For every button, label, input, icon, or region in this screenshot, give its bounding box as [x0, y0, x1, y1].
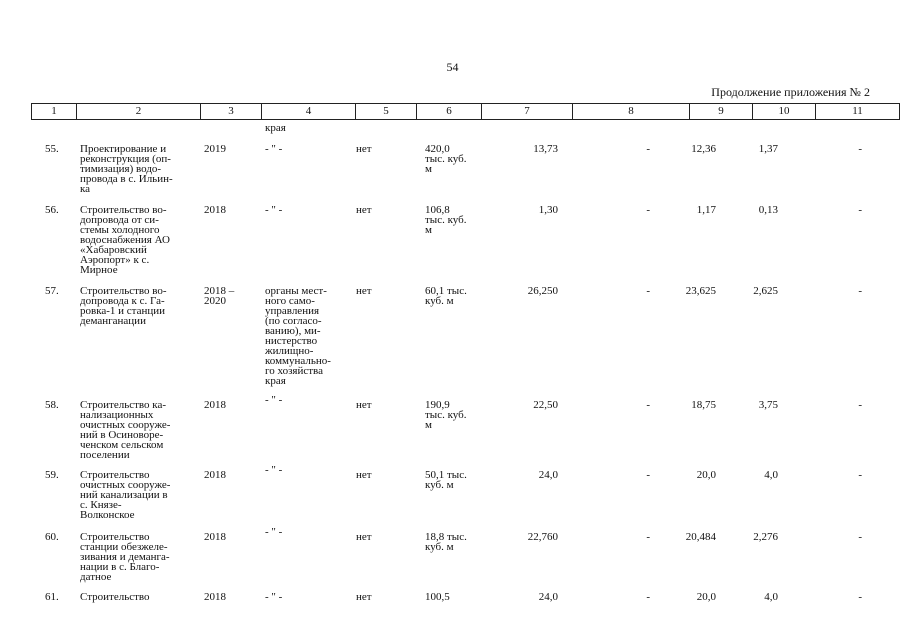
row-responsible-line: - " - — [265, 526, 283, 538]
row-responsible — [265, 527, 345, 537]
row-capacity-line: м — [425, 224, 432, 236]
row-responsible-line: нистерство — [265, 335, 318, 347]
row-col9: 23,625 — [685, 285, 716, 297]
row-number: 59. — [45, 469, 59, 481]
row-responsible — [265, 395, 345, 405]
row-col11: - — [858, 285, 862, 297]
row-years — [204, 205, 254, 215]
row-name-line: ровка-1 и станции — [80, 305, 166, 317]
row-col7: 22,50 — [533, 399, 558, 411]
row-name — [80, 144, 195, 194]
row-responsible-line: ванию), ми- — [265, 325, 321, 337]
row-capacity — [425, 286, 485, 306]
row-name-line: датное — [80, 571, 112, 583]
row-name-line: Строительство ка- — [80, 399, 166, 411]
row-capacity-line: 420,0 — [425, 143, 450, 155]
page-number: 54 — [446, 60, 459, 74]
row-name-line: ка — [80, 183, 91, 195]
row-name — [80, 400, 195, 460]
row-name-line: допровода от си- — [80, 214, 159, 226]
row-col5: нет — [356, 285, 372, 297]
row-col5: нет — [356, 399, 372, 411]
header-col-3: 3 — [201, 104, 262, 120]
row-capacity — [425, 592, 485, 602]
row-years-line: 2018 — [204, 399, 226, 411]
row-col9: 1,17 — [696, 204, 716, 216]
row-capacity-line: 106,8 — [425, 204, 450, 216]
row-name-line: зивания и деманга- — [80, 551, 170, 563]
row-name-line: станции обезжеле- — [80, 541, 168, 553]
row-capacity-line: 60,1 тыс. — [425, 285, 467, 297]
row-responsible-line: - " - — [265, 143, 283, 155]
row-name-line: ний канализации в — [80, 489, 168, 501]
row-responsible-line: го хозяйства — [265, 365, 323, 377]
row-years-line: 2018 — [204, 531, 226, 543]
row-number: 60. — [45, 531, 59, 543]
column-number-header — [31, 103, 900, 120]
row-capacity-line: куб. м — [425, 295, 454, 307]
carryover-text: края — [265, 122, 286, 134]
row-col10: 0,13 — [758, 204, 778, 216]
row-years — [204, 592, 254, 602]
row-name-line: деманганации — [80, 315, 146, 327]
row-col8: - — [646, 204, 650, 216]
row-col7: 1,30 — [538, 204, 558, 216]
row-name — [80, 205, 195, 275]
row-col7: 22,760 — [527, 531, 558, 543]
row-capacity-line: 18,8 тыс. — [425, 531, 467, 543]
header-col-9: 9 — [690, 104, 753, 120]
row-number: 56. — [45, 204, 59, 216]
row-name-line: Проектирование и — [80, 143, 167, 155]
row-name-line: Строительство — [80, 469, 150, 481]
header-col-10: 10 — [753, 104, 816, 120]
row-name-line: допровода к с. Га- — [80, 295, 165, 307]
row-capacity-line: тыс. куб. — [425, 409, 467, 421]
row-responsible-line: управления — [265, 305, 320, 317]
row-responsible-line: - " - — [265, 394, 283, 406]
row-col10: 4,0 — [764, 591, 778, 603]
row-name — [80, 286, 195, 326]
row-capacity — [425, 470, 485, 490]
row-col8: - — [646, 591, 650, 603]
row-number: 55. — [45, 143, 59, 155]
row-years-line: 2018 — [204, 591, 226, 603]
row-name-line: очистных сооруже- — [80, 419, 171, 431]
row-responsible-line: жилищно- — [265, 345, 314, 357]
row-name — [80, 592, 195, 602]
header-col-5: 5 — [356, 104, 417, 120]
row-col7: 24,0 — [538, 469, 558, 481]
row-responsible — [265, 205, 345, 215]
row-years-line: 2018 – — [204, 285, 235, 297]
row-name-line: поселении — [80, 449, 130, 461]
row-name-line: ний в Осиноворе- — [80, 429, 164, 441]
row-col8: - — [646, 531, 650, 543]
row-name-line: Строительство — [80, 531, 150, 543]
row-capacity-line: 190,9 — [425, 399, 450, 411]
row-col5: нет — [356, 204, 372, 216]
row-name-line: «Хабаровский — [80, 244, 147, 256]
row-col5: нет — [356, 469, 372, 481]
header-col-7: 7 — [482, 104, 573, 120]
row-col10: 4,0 — [764, 469, 778, 481]
row-responsible-line: - " - — [265, 464, 283, 476]
row-col8: - — [646, 469, 650, 481]
row-name — [80, 532, 195, 582]
row-name-line: реконструкция (оп- — [80, 153, 171, 165]
row-capacity — [425, 532, 485, 552]
row-responsible-line: - " - — [265, 591, 283, 603]
row-name-line: с. Князе- — [80, 499, 122, 511]
header-col-11: 11 — [816, 104, 900, 120]
row-name-line: Строительство — [80, 591, 150, 603]
row-capacity — [425, 144, 485, 174]
row-years-line: 2020 — [204, 295, 226, 307]
header-col-1: 1 — [32, 104, 77, 120]
row-responsible — [265, 144, 345, 154]
row-capacity-line: тыс. куб. — [425, 214, 467, 226]
row-col11: - — [858, 204, 862, 216]
row-name-line: стемы холодного — [80, 224, 160, 236]
row-years — [204, 532, 254, 542]
row-name-line: Строительство во- — [80, 204, 167, 216]
row-number: 57. — [45, 285, 59, 297]
row-name — [80, 470, 195, 520]
row-responsible-line: (по согласо- — [265, 315, 322, 327]
row-name-line: водоснабжения АО — [80, 234, 170, 246]
row-years — [204, 144, 254, 154]
row-name-line: Мирное — [80, 264, 118, 276]
row-responsible — [265, 465, 345, 475]
row-col9: 18,75 — [691, 399, 716, 411]
row-number: 58. — [45, 399, 59, 411]
row-responsible-line: ного само- — [265, 295, 315, 307]
row-col5: нет — [356, 531, 372, 543]
row-capacity-line: м — [425, 163, 432, 175]
row-capacity-line: куб. м — [425, 479, 454, 491]
row-capacity-line: м — [425, 419, 432, 431]
row-col11: - — [858, 469, 862, 481]
row-col10: 1,37 — [758, 143, 778, 155]
row-capacity — [425, 400, 485, 430]
row-number: 61. — [45, 591, 59, 603]
row-col5: нет — [356, 143, 372, 155]
row-col5: нет — [356, 591, 372, 603]
row-col10: 2,625 — [753, 285, 778, 297]
row-years-line: 2018 — [204, 204, 226, 216]
row-capacity-line: 100,5 — [425, 591, 450, 603]
row-name-line: нации в с. Благо- — [80, 561, 160, 573]
row-responsible-line: органы мест- — [265, 285, 327, 297]
header-col-4: 4 — [262, 104, 356, 120]
row-col11: - — [858, 591, 862, 603]
row-col10: 3,75 — [758, 399, 778, 411]
row-col7: 24,0 — [538, 591, 558, 603]
row-col9: 12,36 — [691, 143, 716, 155]
row-capacity — [425, 205, 485, 235]
continuation-label: Продолжение приложения № 2 — [711, 85, 870, 99]
row-responsible-line: коммунально- — [265, 355, 331, 367]
header-col-8: 8 — [573, 104, 690, 120]
row-col9: 20,0 — [696, 591, 716, 603]
row-col10: 2,276 — [753, 531, 778, 543]
row-col8: - — [646, 285, 650, 297]
row-capacity-line: куб. м — [425, 541, 454, 553]
header-col-6: 6 — [417, 104, 482, 120]
row-name-line: Волконское — [80, 509, 135, 521]
row-col8: - — [646, 143, 650, 155]
row-responsible — [265, 592, 345, 602]
header-col-2: 2 — [77, 104, 201, 120]
row-name-line: Аэропорт» к с. — [80, 254, 150, 266]
row-name-line: ченском сельском — [80, 439, 164, 451]
row-years — [204, 400, 254, 410]
row-years-line: 2018 — [204, 469, 226, 481]
row-name-line: очистных сооруже- — [80, 479, 171, 491]
row-responsible — [265, 286, 345, 386]
row-years-line: 2019 — [204, 143, 226, 155]
row-years — [204, 470, 254, 480]
row-name-line: нализационных — [80, 409, 154, 421]
row-col11: - — [858, 531, 862, 543]
row-years — [204, 286, 254, 306]
row-col7: 13,73 — [533, 143, 558, 155]
row-responsible-line: - " - — [265, 204, 283, 216]
row-col11: - — [858, 399, 862, 411]
row-capacity-line: 50,1 тыс. — [425, 469, 467, 481]
row-col11: - — [858, 143, 862, 155]
row-col8: - — [646, 399, 650, 411]
row-capacity-line: тыс. куб. — [425, 153, 467, 165]
row-col9: 20,0 — [696, 469, 716, 481]
row-name-line: тимизация) водо- — [80, 163, 162, 175]
row-col9: 20,484 — [685, 531, 716, 543]
row-name-line: Строительство во- — [80, 285, 167, 297]
row-name-line: провода в с. Ильин- — [80, 173, 173, 185]
row-col7: 26,250 — [527, 285, 558, 297]
row-responsible-line: края — [265, 375, 286, 387]
